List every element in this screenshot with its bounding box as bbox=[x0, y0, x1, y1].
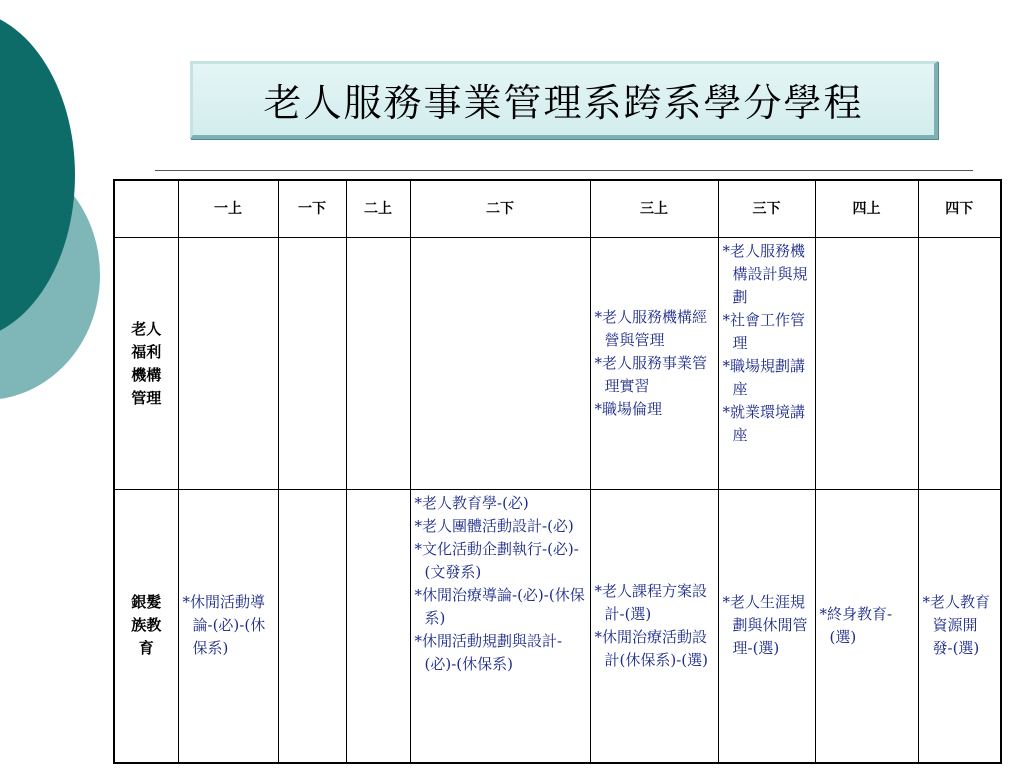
course-item: *休閒治療活動設計(休保系)-(選) bbox=[594, 627, 708, 669]
course-cell bbox=[178, 238, 278, 490]
course-cell bbox=[278, 238, 346, 490]
course-item: *老人服務機構設計與規劃 bbox=[722, 242, 808, 306]
header-cell-4a: 四上 bbox=[815, 180, 918, 238]
row-header-line: 機構 bbox=[131, 365, 162, 384]
course-item: *老人教育資源開發-(選) bbox=[922, 593, 991, 658]
header-cell-2b: 二下 bbox=[410, 180, 590, 238]
row-header bbox=[114, 490, 178, 763]
course-item: *職場倫理 bbox=[594, 400, 663, 418]
table-row bbox=[114, 490, 1001, 763]
header-cell-2a: 二上 bbox=[346, 180, 410, 238]
row-header-line: 育 bbox=[138, 639, 154, 658]
page-title: 老人服務事業管理系跨系學分學程 bbox=[263, 81, 864, 125]
course-cell bbox=[410, 238, 590, 490]
course-item: *休閒活動規劃與設計-(必)-(休保系) bbox=[414, 632, 563, 673]
course-item: *老人生涯規劃與休閒管理-(選) bbox=[722, 593, 808, 658]
course-cell bbox=[590, 238, 718, 490]
course-cell bbox=[410, 490, 590, 763]
title-banner bbox=[190, 61, 938, 139]
course-cell bbox=[815, 238, 918, 490]
header-cell-1b: 一下 bbox=[278, 180, 346, 238]
course-item: *老人服務事業管理實習 bbox=[594, 354, 708, 395]
header-row bbox=[114, 180, 1001, 238]
table-row bbox=[114, 238, 1001, 490]
course-cell bbox=[718, 490, 815, 763]
row-header-line: 管理 bbox=[131, 388, 162, 407]
course-item: *職場規劃講座 bbox=[722, 357, 806, 398]
course-cell bbox=[278, 490, 346, 763]
course-item: *老人課程方案設計-(選) bbox=[594, 581, 708, 623]
course-item: *老人團體活動設計-(必) bbox=[414, 517, 574, 535]
course-cell bbox=[346, 490, 410, 763]
header-cell-3a: 三上 bbox=[590, 180, 718, 238]
header-cell-corner bbox=[114, 180, 178, 238]
row-header-line: 銀髮 bbox=[131, 593, 162, 612]
course-cell bbox=[346, 238, 410, 490]
course-plan-table bbox=[113, 179, 1002, 764]
row-header-line: 族教 bbox=[131, 616, 162, 635]
course-cell bbox=[590, 490, 718, 763]
course-cell bbox=[718, 238, 815, 490]
course-item: *休閒活動導論-(必)-(休保系) bbox=[182, 593, 266, 658]
title-divider bbox=[155, 170, 973, 171]
header-cell-4b: 四下 bbox=[918, 180, 1001, 238]
row-header-line: 老人 bbox=[131, 319, 162, 338]
header-cell-3b: 三下 bbox=[718, 180, 815, 238]
course-cell bbox=[918, 238, 1001, 490]
course-item: *老人教育學-(必) bbox=[414, 494, 529, 512]
course-item: *老人服務機構經營與管理 bbox=[594, 308, 708, 349]
course-item: *社會工作管理 bbox=[722, 311, 806, 352]
row-header bbox=[114, 238, 178, 490]
course-cell bbox=[178, 490, 278, 763]
course-cell bbox=[815, 490, 918, 763]
course-item: *終身教育-(選) bbox=[819, 604, 893, 646]
course-item: *文化活動企劃執行-(必)-(文發系) bbox=[414, 540, 579, 581]
course-item: *休閒治療導論-(必)-(休保系) bbox=[414, 586, 585, 627]
course-item: *就業環境講座 bbox=[722, 403, 806, 444]
course-cell bbox=[918, 490, 1001, 763]
row-header-line: 福利 bbox=[131, 342, 162, 361]
header-cell-1a: 一上 bbox=[178, 180, 278, 238]
